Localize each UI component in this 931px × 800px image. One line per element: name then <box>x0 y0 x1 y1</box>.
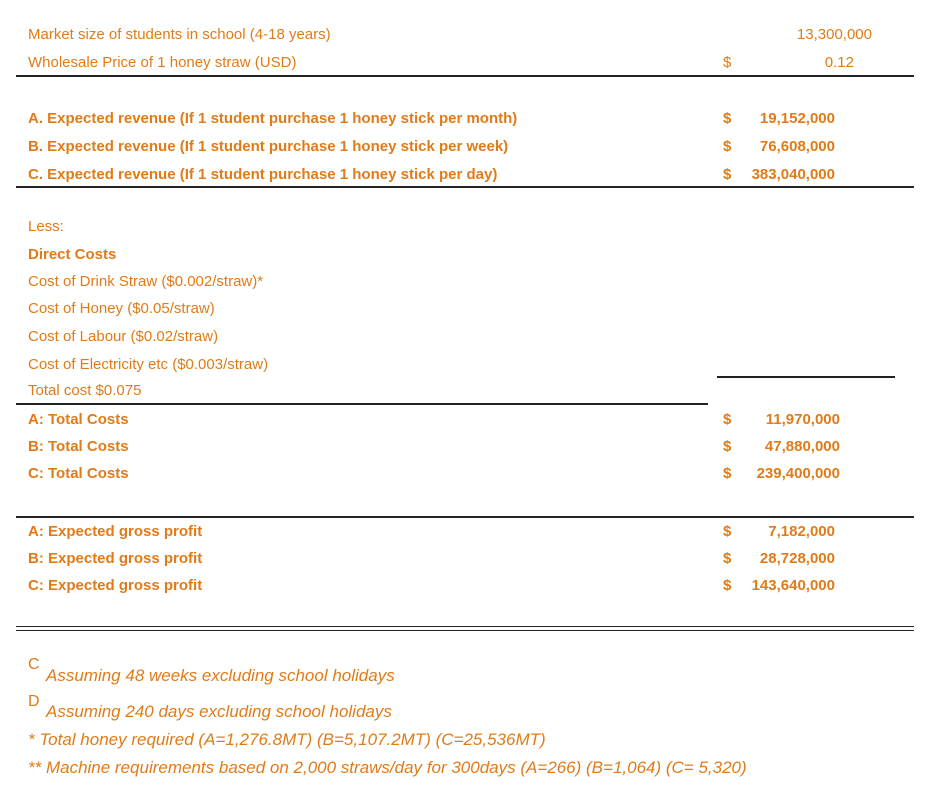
total-costs-c-value: 239,400,000 <box>756 465 840 482</box>
cost-item-labour: Cost of Labour ($0.02/straw) <box>28 328 219 345</box>
gross-profit-b-label: B: Expected gross profit <box>28 550 203 567</box>
cost-item-straw: Cost of Drink Straw ($0.002/straw)* <box>28 273 264 290</box>
note-double-star: ** Machine requirements based on 2,000 straws/day for 300days (A=266) (B=1,064) (C= 5,320) <box>28 758 747 777</box>
revenue-c-value: 383,040,000 <box>751 166 835 183</box>
wholesale-price-currency: $ <box>723 54 732 71</box>
double-rule-bottom <box>16 630 914 631</box>
note-c-text: Assuming 48 weeks excluding school holidays <box>46 666 395 685</box>
gross-profit-a-value: 7,182,000 <box>768 523 835 540</box>
less-label: Less: <box>28 218 64 235</box>
market-size-value: 13,300,000 <box>796 26 872 43</box>
double-rule-top <box>16 626 914 627</box>
wholesale-price-label: Wholesale Price of 1 honey straw (USD) <box>28 54 297 71</box>
revenue-c-currency: $ <box>723 166 732 183</box>
gross-profit-c-label: C: Expected gross profit <box>28 577 203 594</box>
divider-profit <box>16 516 914 518</box>
wholesale-price-value: 0.12 <box>824 54 854 71</box>
revenue-b-currency: $ <box>723 138 732 155</box>
revenue-c-label: C. Expected revenue (If 1 student purchase 1 honey stick per day) <box>28 166 498 183</box>
gross-profit-a-label: A: Expected gross profit <box>28 523 203 540</box>
gross-profit-c-currency: $ <box>723 577 732 594</box>
gross-profit-b-value: 28,728,000 <box>759 550 835 567</box>
divider-costs-left <box>16 403 708 405</box>
revenue-a-value: 19,152,000 <box>759 110 835 127</box>
total-costs-b-value: 47,880,000 <box>764 438 840 455</box>
gross-profit-c-value: 143,640,000 <box>751 577 835 594</box>
revenue-a-label: A. Expected revenue (If 1 student purchase 1 honey stick per month) <box>28 110 518 127</box>
note-c-marker: C <box>28 656 40 673</box>
total-cost-per-straw: Total cost $0.075 <box>28 382 142 399</box>
note-d-marker: D <box>28 693 40 710</box>
gross-profit-a-currency: $ <box>723 523 732 540</box>
total-costs-a-label: A: Total Costs <box>28 411 129 428</box>
total-costs-c-label: C: Total Costs <box>28 465 129 482</box>
total-costs-a-currency: $ <box>723 411 732 428</box>
market-size-label: Market size of students in school (4-18 years) <box>28 26 331 43</box>
total-costs-c-currency: $ <box>723 465 732 482</box>
cost-item-honey: Cost of Honey ($0.05/straw) <box>28 300 215 317</box>
divider-costs-right <box>717 376 895 378</box>
divider-revenue <box>16 186 914 188</box>
total-costs-b-label: B: Total Costs <box>28 438 129 455</box>
note-d-text: Assuming 240 days excluding school holidays <box>46 702 392 721</box>
gross-profit-b-currency: $ <box>723 550 732 567</box>
revenue-b-label: B. Expected revenue (If 1 student purchase 1 honey stick per week) <box>28 138 509 155</box>
total-costs-a-value: 11,970,000 <box>765 411 840 428</box>
direct-costs-heading: Direct Costs <box>28 246 117 263</box>
revenue-a-currency: $ <box>723 110 732 127</box>
revenue-b-value: 76,608,000 <box>759 138 835 155</box>
note-star: * Total honey required (A=1,276.8MT) (B=5,107.2MT) (C=25,536MT) <box>28 730 546 749</box>
total-costs-b-currency: $ <box>723 438 732 455</box>
cost-item-electricity: Cost of Electricity etc ($0.003/straw) <box>28 356 269 373</box>
divider-top <box>16 75 914 77</box>
